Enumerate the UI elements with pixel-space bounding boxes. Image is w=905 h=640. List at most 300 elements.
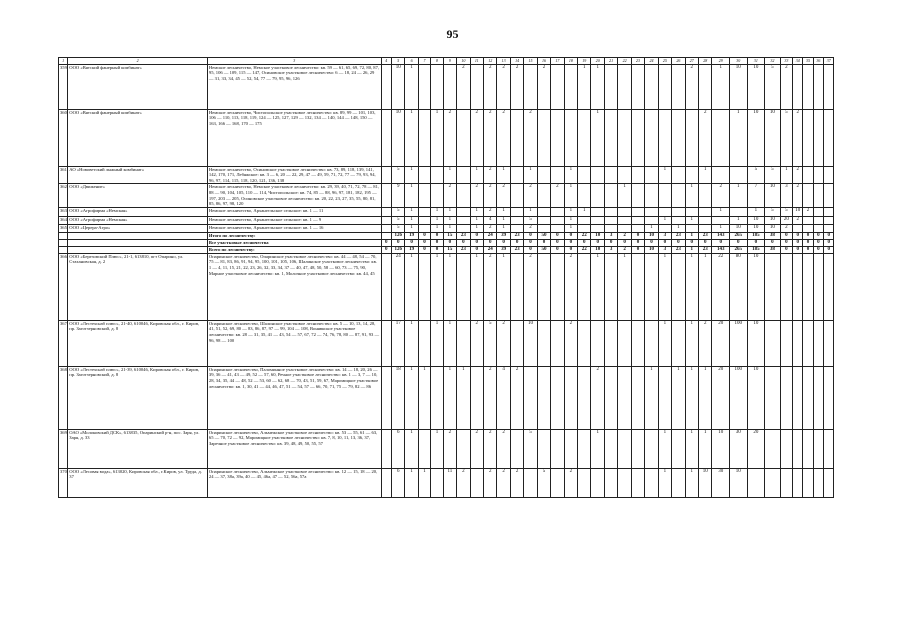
value-cell [780,429,792,468]
value-cell: 3 [780,184,792,207]
total-value: 0 [813,232,823,239]
value-cell [631,184,644,207]
value-cell [470,366,483,429]
value-cell: 1 [470,253,483,320]
value-cell: 1 [470,216,483,224]
value-cell [564,109,577,166]
value-cell: 1 [497,216,510,224]
value-cell [564,366,577,429]
value-cell: 2 [803,207,813,216]
value-cell: 10 [747,64,765,109]
value-cell [672,320,685,366]
value-cell: 1 [443,366,456,429]
total-value: 23 [698,232,711,239]
value-cell: 1 [431,320,443,366]
value-cell [618,320,631,366]
value-cell: 1 [564,216,577,224]
total-value: 0 [698,239,711,246]
value-cell [510,224,523,232]
organization-name: АО «Нововетский лыжный комбинат» [68,166,208,184]
value-cell [765,429,781,468]
value-cell: 1 [685,253,698,320]
value-cell [631,224,644,232]
value-cell [631,320,644,366]
column-number: 34 [793,58,803,65]
value-cell: 2 [483,166,496,184]
value-cell: 10 [747,224,765,232]
value-cell [824,109,834,166]
value-cell: 20 [780,216,792,224]
value-cell [578,166,591,184]
organization-name: ООО «Агрофирма «Немская» [68,207,208,216]
lease-location: Опаринское лесничество, Альмежское участковое лесничество: кв. 12 — 15, 18 — 20, 24 — 37, 38а, 39а, 40 — 45, 46а, 47 — 52, 56а, 57а [207,468,381,497]
value-cell [457,109,470,166]
value-cell: 1 [443,320,456,366]
column-number: 15 [524,58,537,65]
value-cell [712,216,730,224]
total-value: 0 [813,239,823,246]
column-number: 8 [431,58,443,65]
total-value: 0 [780,239,792,246]
value-cell [591,184,604,207]
row-number: 369 [59,429,68,468]
value-cell: 1 [658,216,671,224]
value-cell: 10 [765,216,781,224]
value-cell: 5 [524,429,537,468]
value-cell: 2 [483,429,496,468]
value-cell [793,468,803,497]
row-number: 362 [59,184,68,207]
total-value: 0 [418,232,430,239]
value-cell [712,109,730,166]
total-value: 10 [645,232,658,239]
table-row [59,216,845,224]
value-cell: 1 [685,429,698,468]
row-number: 364 [59,216,68,224]
value-cell [672,429,685,468]
column-number-row [59,58,845,65]
value-cell [645,207,658,216]
organization-name: ООО «Церера-Агро» [68,224,208,232]
total-value: 0 [551,246,564,253]
value-cell [793,224,803,232]
total-value: 0 [551,232,564,239]
value-cell [803,366,813,429]
value-cell [591,216,604,224]
table-row [59,166,845,184]
value-cell: 10 [765,184,781,207]
value-cell [470,64,483,109]
value-cell [793,253,803,320]
value-cell: 2 [483,366,496,429]
value-cell [631,64,644,109]
value-cell: 10 [698,468,711,497]
value-cell [803,429,813,468]
value-cell [672,253,685,320]
value-cell [510,429,523,468]
value-cell: 10 [765,109,781,166]
value-cell [418,224,430,232]
value-cell [431,166,443,184]
value-cell [793,64,803,109]
value-cell: 5 [391,216,404,224]
value-cell: 30 [712,468,730,497]
value-cell [537,216,550,224]
total-value: 0 [431,232,443,239]
value-cell [524,64,537,109]
total-value: 50 [537,246,550,253]
value-cell: 6 [391,429,404,468]
value-cell [618,216,631,224]
value-cell: 2 [443,429,456,468]
value-cell [578,253,591,320]
organization-name: ООО «Вятский фанерный комбинат» [68,64,208,109]
value-cell [578,184,591,207]
value-cell [813,216,823,224]
value-cell [824,320,834,366]
value-cell: 5 [391,207,404,216]
total-value: 10 [645,246,658,253]
value-cell: 1 [780,166,792,184]
total-value: 0 [418,246,430,253]
value-cell: 5 [765,207,781,216]
value-cell [813,366,823,429]
value-cell [443,64,456,109]
organization-name: ООО «Березовский Плюс», 21-1, 613810, пгт Опарино, ул. Стахановская, д. 2 [68,253,208,320]
value-cell [510,216,523,224]
total-value: 0 [497,239,510,246]
value-cell: 1 [443,224,456,232]
value-cell: 2 [551,184,564,207]
column-number: 20 [591,58,604,65]
value-cell: 1 [578,64,591,109]
total-value: 10 [591,232,604,239]
total-value: 0 [524,239,537,246]
value-cell [578,366,591,429]
value-cell: 5 [391,224,404,232]
value-cell: 2 [793,216,803,224]
value-cell [381,64,391,109]
value-cell: 1 [405,224,418,232]
column-number: 9 [443,58,456,65]
value-cell: 2 [510,366,523,429]
value-cell [618,64,631,109]
value-cell: 17 [391,320,404,366]
value-cell: 1 [497,207,510,216]
organization-name: ООО «Агрофирма «Немская» [68,216,208,224]
value-cell [618,166,631,184]
organization-name: ООО «Лесовая вода», 613020, Кировская обл., г.Киров, ул. Труда, д. 37 [68,468,208,497]
value-cell: 1 [497,166,510,184]
value-cell [510,166,523,184]
value-cell: 2 [564,320,577,366]
value-cell: 1 [591,429,604,468]
lease-location: Немское лесничество, Архангельское сельское: кв. 1 — 9 [207,216,381,224]
value-cell: 2 [483,207,496,216]
row-number [59,246,68,253]
total-value: 3 [658,232,671,239]
value-cell: 1 [712,207,730,216]
column-number: 18 [564,58,577,65]
value-cell: 2 [483,224,496,232]
column-number: 16 [537,58,550,65]
column-number: 22 [618,58,631,65]
value-cell [813,207,823,216]
total-value: 2 [618,232,631,239]
value-cell: 1 [672,366,685,429]
total-value: 24 [483,232,496,239]
value-cell [645,109,658,166]
value-cell: 11 [443,468,456,497]
column-number: 12 [483,58,496,65]
value-cell [824,253,834,320]
column-number: 36 [813,58,823,65]
value-cell [418,216,430,224]
value-cell: 1 [618,253,631,320]
lease-location: Немское лесничество, Немское участковое лесничество: кв. 29, 39, 40, 71, 72, 78 — 81, 88 — 90, 104, 105, 110 — 114, Чистопольское: кв. 74, 85 — 88, 96, 97, 181, 182, 195 — 197, 203 — 205, Осиновское участковое лесничество: кв. 20, 22, 23, 27, 35, 55, 80, 81, 85, 86, 97, 98, 120 [207,184,381,207]
value-cell [510,109,523,166]
total-value: 50 [537,232,550,239]
value-cell: 9 [391,184,404,207]
total-value: 185 [747,246,765,253]
total-value: 0 [765,239,781,246]
value-cell: 1 [443,216,456,224]
value-cell [813,468,823,497]
value-cell: 10 [747,366,765,429]
column-number: 7 [418,58,430,65]
value-cell [510,253,523,320]
value-cell [793,429,803,468]
total-value: 10 [591,246,604,253]
row-number: 366 [59,253,68,320]
value-cell [591,320,604,366]
value-cell: 1 [457,366,470,429]
value-cell [672,468,685,497]
value-cell [824,468,834,497]
table-row [59,184,845,207]
value-cell: 2 [497,64,510,109]
value-cell: 1 [405,109,418,166]
column-number: 35 [803,58,813,65]
value-cell [813,64,823,109]
lease-location: Опаринское лесничество, Альмежское участковое лесничество: кв. 53 — 55, 61 — 63, 65 — 70, 72 — 92, Маромицкое участковое лесничество: кв. 7, 8, 10, 11, 13, 36, 37, Заречное участковое лесничество: кв. 39, 48, 49, 50, 55, 57 [207,429,381,468]
value-cell [537,184,550,207]
total-value: 126 [391,232,404,239]
value-cell [618,468,631,497]
total-value: 39 [497,246,510,253]
value-cell [418,253,430,320]
value-cell [803,468,813,497]
lease-location: Немское лесничество, Архангельское сельское: кв. 1 — 16 [207,224,381,232]
value-cell: 1 [564,166,577,184]
table-row [59,429,845,468]
value-cell: 2 [483,468,496,497]
value-cell: 1 [405,429,418,468]
value-cell: 1 [618,184,631,207]
value-cell: 100 [729,366,747,429]
value-cell: 1 [698,253,711,320]
column-number: 27 [685,58,698,65]
value-cell [604,166,617,184]
total-value: 0 [578,239,591,246]
total-value: 3 [604,232,617,239]
value-cell [381,320,391,366]
forest-lease-table [58,57,845,498]
value-cell: 1 [470,224,483,232]
column-number: 3 [207,58,381,65]
value-cell: 1 [418,468,430,497]
value-cell [685,224,698,232]
table-row [59,253,845,320]
column-number: 24 [645,58,658,65]
value-cell [824,429,834,468]
value-cell [658,64,671,109]
table-row [59,109,845,166]
value-cell [658,207,671,216]
total-value: 0 [712,239,730,246]
value-cell [813,253,823,320]
table-body [59,58,845,498]
value-cell [551,429,564,468]
total-value: 0 [591,239,604,246]
total-value: 15 [443,246,456,253]
value-cell [551,468,564,497]
value-cell [470,468,483,497]
value-cell [631,253,644,320]
totals-row [59,246,845,253]
value-cell: 1 [729,109,747,166]
column-number: 21 [604,58,617,65]
total-value: 0 [813,246,823,253]
value-cell [578,429,591,468]
value-cell: 5 [765,166,781,184]
value-cell [551,253,564,320]
value-cell: 2 [497,109,510,166]
total-value: 0 [780,246,792,253]
total-value: 3 [604,246,617,253]
value-cell: 2 [470,320,483,366]
total-value: 0 [470,232,483,239]
value-cell: 2 [591,366,604,429]
total-value: 0 [685,239,698,246]
value-cell: 10 [793,207,803,216]
total-value: 0 [803,232,813,239]
value-cell [551,366,564,429]
value-cell: 2 [524,224,537,232]
value-cell: 2 [470,109,483,166]
value-cell [698,207,711,216]
value-cell [604,468,617,497]
value-cell: 10 [747,109,765,166]
value-cell: 5 [780,207,792,216]
total-value: 265 [729,246,747,253]
value-cell: 10 [729,224,747,232]
row-number: 367 [59,320,68,366]
value-cell [803,166,813,184]
value-cell [824,224,834,232]
value-cell [813,320,823,366]
value-cell [645,64,658,109]
value-cell: 2 [564,468,577,497]
total-value: 0 [524,246,537,253]
organization-name: ООО «Вятский фанерный комбинат» [68,109,208,166]
total-value: 126 [391,246,404,253]
value-cell [780,468,792,497]
value-cell [824,366,834,429]
totals-row [59,232,845,239]
value-cell [824,216,834,224]
value-cell [645,166,658,184]
value-cell: 1 [431,109,443,166]
total-value: 0 [729,239,747,246]
value-cell: 10 [747,216,765,224]
total-value [381,232,391,239]
value-cell: 10 [729,468,747,497]
value-cell [537,207,550,216]
organization-name: ООО «Лестехснаб плюс», 21-40, 610046, Кировская обл., г. Киров, пр. Заготзерновский, д. 8 [68,320,208,366]
total-value: 0 [510,239,523,246]
value-cell [524,366,537,429]
total-value: 0 [631,239,644,246]
column-number: 28 [698,58,711,65]
organization-name: ООО «Лестехснаб плюс», 21-39, 610046, Кировская обл., г. Киров, пр. Заготзерновский, д. 8 [68,366,208,429]
organization-name [68,246,208,253]
value-cell [591,224,604,232]
value-cell: 1 [443,207,456,216]
value-cell [604,224,617,232]
value-cell [457,224,470,232]
value-cell: 2 [497,320,510,366]
lease-location: Немское лесничество, Немское участковое лесничество: кв. 59 — 61, 65, 69, 72, 80, 87, 95, 106 — 109, 115 — 147, Осиновское участковое лесничество: 6 — 18, 24 — 26, 29 — 31, 33, 34, 45 — 52, 54, 77 — 79, 95, 96, 126 [207,64,381,109]
value-cell: 2 [457,64,470,109]
value-cell [604,429,617,468]
total-value: 0 [405,239,418,246]
value-cell [645,216,658,224]
column-number: 10 [457,58,470,65]
value-cell: 1 [658,166,671,184]
total-value: 0 [793,232,803,239]
total-value: 19 [405,246,418,253]
value-cell: 2 [497,429,510,468]
value-cell: 1 [729,184,747,207]
column-number: 2 [68,58,208,65]
total-value: 0 [803,246,813,253]
total-value: 0 [564,232,577,239]
value-cell [813,429,823,468]
value-cell: 1 [524,166,537,184]
value-cell [813,166,823,184]
total-value: 185 [747,232,765,239]
row-number: 368 [59,366,68,429]
value-cell [672,109,685,166]
table-row [59,224,845,232]
value-cell [824,207,834,216]
total-value: 38 [765,232,781,239]
value-cell [631,166,644,184]
value-cell: 1 [405,64,418,109]
column-number: 6 [405,58,418,65]
value-cell [431,64,443,109]
value-cell: 2 [470,429,483,468]
totals-label: Итого по лесничеству: [207,232,381,239]
value-cell: 1 [497,253,510,320]
total-value: 23 [672,246,685,253]
value-cell: 1 [418,366,430,429]
value-cell [803,253,813,320]
total-value: 0 [381,246,391,253]
value-cell: 5 [483,320,496,366]
total-value: 22 [578,246,591,253]
